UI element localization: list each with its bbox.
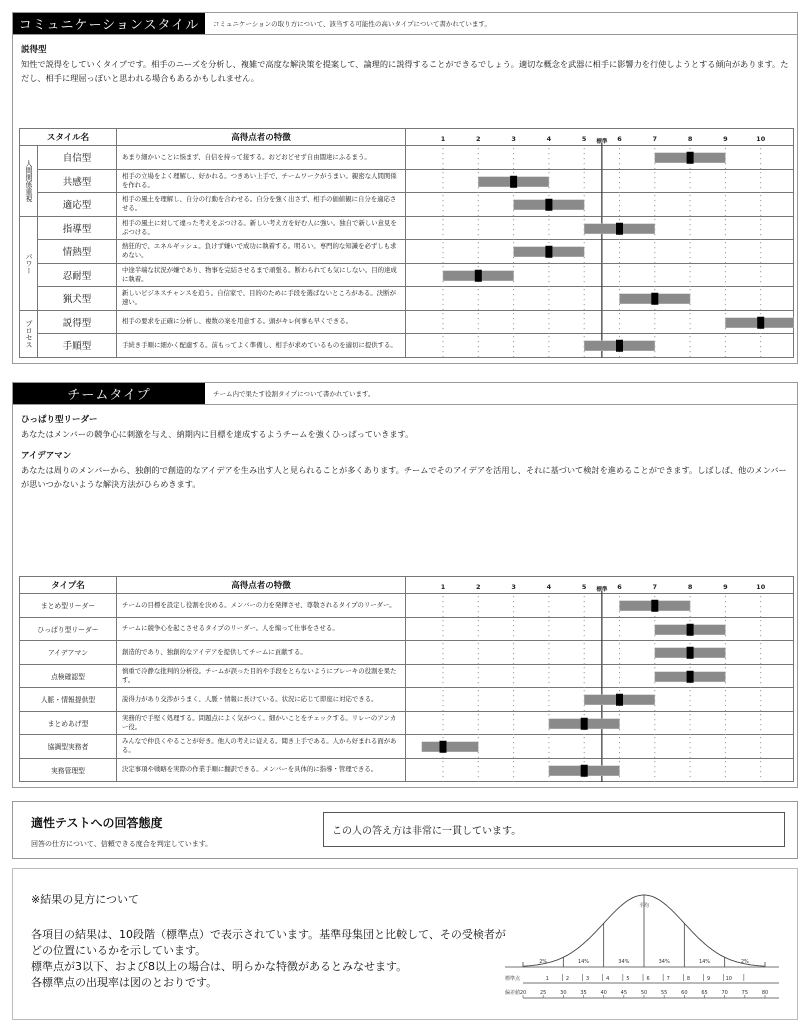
standard-score-tick: 9 [706,976,711,982]
style-row [20,146,794,170]
scale-tick-label: 1 [440,135,446,143]
style-name: 自信型 [38,146,117,170]
score-cell [406,169,794,193]
team-type-name: 人脈・情報提供型 [20,688,117,712]
score-cell [406,594,794,618]
deviation-tick: 75 [741,990,749,996]
standard-score-tick: 1 [545,976,549,982]
standard-score-tick: 5 [626,976,630,982]
deviation-tick: 30 [560,990,567,996]
score-cell [406,287,794,311]
communication-style-title: コミュニケーションスタイル [13,13,205,34]
team-feature: 創造的であり、独創的なアイデアを提供してチームに貢献する。 [117,641,406,665]
deviation-tick: 45 [620,990,628,996]
team-type-table [19,576,794,782]
style-feature: 新しいビジネスチャンスを追う。自信家で、目的のために手段を選ばないところがある。決断が速い。 [117,287,406,311]
style-name: 適応型 [38,193,117,217]
score-marker [616,340,623,352]
scale-tick-label: 3 [511,135,516,143]
scale-tick-label: 6 [617,583,622,591]
col-type-name: タイプ名 [20,577,117,594]
standard-score-tick: 8 [686,976,691,982]
deviation-tick: 25 [539,990,547,996]
guide-line-2: 標準点が3以下、および8以上の場合は、明らかな特徴があるとみなせます。 [31,960,408,973]
communication-style-section [12,12,798,364]
scale-tick-label: 3 [511,583,516,591]
score-bar-chart [406,594,794,618]
col-feature: 高得点者の特徴 [117,129,406,146]
team-result-text-2: あなたは周りのメンバーから、独創的で創造的なアイデアを生み出す人と見られることが多くあります。チームでそのアイデアを活用し、それに基づいて検討を進めることができます。しばしば、他のメンバーが思いつかないような解決方法がひらめきます。 [21,465,787,489]
score-bar-chart [406,759,794,783]
scale-header [406,577,794,594]
guide-line-3: 各標準点の出現率は図のとおりです。 [31,976,218,989]
score-bar-chart [406,735,794,759]
style-row [20,169,794,193]
style-feature: 相手の風土に対して違った考えをぶつける。新しい考え方を好む人に強い。独自で新しい意見をぶつける。 [117,216,406,240]
score-marker [651,293,658,305]
score-cell [406,193,794,217]
standard-label: 標準 [596,139,608,145]
team-feature: 決定事項や戦略を実際の作業手順に翻訳できる。メンバーを具体的に指導・管理できる。 [117,758,406,782]
scale-tick-label: 5 [581,583,587,591]
team-type-name: 協調型実務者 [20,735,117,759]
team-type-title: チームタイプ [13,383,205,404]
team-feature: 説得力があり交渉がうまく、人脈・情報に長けている。状況に応じて即座に対応できる。 [117,688,406,712]
scale-tick-label: 1 [440,583,446,591]
score-marker [616,694,623,706]
score-bar-chart [406,264,794,288]
team-row [20,594,794,618]
scale-tick-label: 10 [756,135,766,143]
score-bar-chart [406,311,794,335]
score-marker [475,269,482,281]
score-bar-chart [406,240,794,264]
segment-percent-label: 2% [539,959,548,965]
score-marker [687,670,694,682]
segment-percent-label: 34% [618,959,630,965]
style-row [20,334,794,358]
style-row [20,310,794,334]
deviation-tick: 50 [640,990,648,996]
team-row [20,641,794,665]
standard-score-tick: 7 [666,976,670,982]
team-type-name: ひっぱり型リーダー [20,617,117,641]
score-cell [406,735,794,759]
score-marker [687,623,694,635]
team-row [20,688,794,712]
score-cell [406,263,794,287]
score-bar-chart [406,641,794,665]
score-bar-chart [406,146,794,170]
team-row [20,758,794,782]
deviation-tick: 40 [600,990,607,996]
score-bar-chart [406,170,794,194]
deviation-tick: 65 [701,990,708,996]
scale-tick-label: 7 [652,583,658,591]
style-name: 説得型 [38,310,117,334]
team-row [20,735,794,759]
segment-percent-label: 14% [577,959,590,965]
team-feature: チームに競争心を起こさせるタイプのリーダー。人を煽って仕事をさせる。 [117,617,406,641]
score-bar-chart [406,217,794,241]
answer-attitude-section [12,801,798,859]
scale-tick-label: 4 [546,135,552,143]
comm-result-name: 説得型 [21,45,47,55]
style-name: 忍耐型 [38,263,117,287]
style-feature: 熱狂的で、エネルギッシュ。負けず嫌いで成功に執着する。明るい。専門的な知識を必ずしも求めない。 [117,240,406,264]
style-group-label: プロセス [20,310,38,357]
style-feature: 相手の立場をよく理解し、好かれる。つきあい上手で、チームワークがうまい。親密な人間関係を作れる。 [117,169,406,193]
deviation-tick: 55 [660,990,668,996]
attitude-title: 適性テストへの回答態度 [31,816,163,830]
team-row [20,711,794,735]
scale-tick-label: 8 [687,135,693,143]
team-type-name: まとめ型リーダー [20,594,117,618]
scale-tick-label: 10 [756,583,766,591]
comm-result-text: 知性で説得をしていくタイプです。相手のニーズを分析し、複雑で高度な解決策を提案して、論理的に説得することができるでしょう。適切な概念を武器に相手に影響力を行使しようとする傾向があります。ただし、相手に理屈っぽいと思われる場合もあるかもしれません。 [21,59,789,83]
deviation-tick: 70 [721,990,728,996]
scale-tick-label: 9 [723,583,728,591]
style-group-label: 人間関係重視 [20,146,38,217]
score-cell [406,334,794,358]
team-type-name: 点検確認型 [20,664,117,688]
score-cell [406,711,794,735]
score-cell [406,146,794,170]
mean-label: 平均 [638,903,650,909]
score-marker [581,717,588,729]
communication-style-table [19,128,794,358]
team-feature: 実務的で手堅く処理する。問題点によく気がつく。細かいことをチェックする。リレーのアンカー役。 [117,711,406,735]
scale-tick-label: 4 [546,583,552,591]
scale-ticks [406,129,794,146]
team-result-text-1: あなたはメンバーの競争心に刺激を与え、納期内に目標を達成するようチームを強くひっぱっていきます。 [21,429,414,439]
style-name: 指導型 [38,216,117,240]
score-bar-chart [406,712,794,736]
score-marker [687,647,694,659]
deviation-tick: 80 [761,990,769,996]
scale-tick-label: 8 [687,583,693,591]
segment-percent-label: 34% [658,959,670,965]
result-guide-section [12,868,798,1020]
style-row [20,193,794,217]
style-feature: 中途半端な状況が嫌であり、物事を完結させるまで頑張る。断わられても気にしない。目的達成に執着。 [117,263,406,287]
score-marker [440,741,447,753]
team-feature: チームの目標を設定し役割を決める。メンバーの力を発揮させ、尊敬されるタイプのリーダー。 [117,594,406,618]
score-bar-chart [406,618,794,642]
style-row [20,287,794,311]
style-name: 情熱型 [38,240,117,264]
style-row [20,240,794,264]
style-feature: 手続き手順に細かく配慮する。前もってよく準備し、相手が求めているものを適切に提供する。 [117,334,406,358]
standard-score-tick: 2 [565,976,570,982]
communication-style-subtitle: コミュニケーションの取り方について、該当する可能性の高いタイプについて書かれています。 [213,20,491,28]
guide-body [31,927,511,991]
team-type-name: アイデアマン [20,641,117,665]
deviation-tick: 60 [681,990,688,996]
scale-header [406,129,794,146]
score-cell [406,758,794,782]
scale-tick-label: 6 [617,135,622,143]
team-result-name-2: アイデアマン [21,451,72,461]
guide-heading: ※結果の見方について [31,893,139,906]
style-feature: 相手の要求を正確に分析し、複数の案を用意する。頭がキレ何事も早くできる。 [117,310,406,334]
score-cell [406,240,794,264]
style-name: 共感型 [38,169,117,193]
team-feature: 慎重で冷静な批判的分析役。チームが誤った目的や手段をとらないようにブレーキの役割を果たす。 [117,664,406,688]
team-type-subtitle: チーム内で果たす役割タイプについて書かれています。 [213,390,375,398]
style-group-label: パワー [20,216,38,310]
style-feature: 相手の風土を理解し、自分の行動を合わせる。自分を強く出さず、相手の価値観に自分を適応させる。 [117,193,406,217]
scale-tick-label: 9 [723,135,728,143]
scale-tick-label: 2 [476,583,481,591]
standard-score-tick: 4 [606,976,610,982]
scale-tick-label: 7 [652,135,658,143]
score-cell [406,641,794,665]
deviation-tick: 35 [580,990,587,996]
team-type-section [12,382,798,788]
deviation-axis-label: 偏差値 [505,990,521,996]
score-range-band [422,742,478,752]
standard-label: 標準 [596,587,608,593]
team-feature: みんなで仲良くやることが好き。他人の考えに従える。聞き上手である。人から好まれる面がある。 [117,735,406,759]
score-cell [406,617,794,641]
attitude-result: この人の答え方は非常に一貫しています。 [323,812,785,847]
standard-score-axis-label: 標準点 [505,976,521,982]
col-feature: 高得点者の特徴 [117,577,406,594]
standard-score-tick: 3 [585,976,590,982]
score-bar-chart [406,334,794,358]
score-bar-chart [406,193,794,217]
score-cell [406,310,794,334]
score-marker [510,175,517,187]
style-row [20,216,794,240]
score-bar-chart [406,688,794,712]
scale-ticks [406,577,794,594]
segment-percent-label: 2% [740,959,749,965]
scale-tick-label: 2 [476,135,481,143]
scale-tick-label: 5 [581,135,587,143]
team-row [20,617,794,641]
score-marker [687,152,694,164]
style-name: 猟犬型 [38,287,117,311]
score-marker [545,246,552,258]
score-marker [616,222,623,234]
style-name: 手順型 [38,334,117,358]
team-result-name-1: ひっぱり型リーダー [21,415,98,425]
distribution-chart [503,887,783,1017]
segment-percent-label: 14% [698,959,711,965]
col-style-name: スタイル名 [20,129,117,146]
style-row [20,263,794,287]
team-row [20,664,794,688]
score-cell [406,664,794,688]
score-bar-chart [406,287,794,311]
standard-score-tick: 10 [725,976,732,982]
score-bar-chart [406,665,794,689]
score-marker [651,600,658,612]
deviation-tick: 20 [519,990,527,996]
attitude-subtitle: 回答の仕方について、信頼できる度合を判定しています。 [31,840,213,848]
team-type-name: 実務管理型 [20,758,117,782]
style-feature: あまり細かいことに悩まず、自信を持って接する。おどおどせず自由闊達にふるまう。 [117,146,406,170]
guide-line-1: 各項目の結果は、10段階（標準点）で表示されています。基準母集団と比較して、その受検者がどの位置にいるかを示しています。 [31,928,506,957]
score-marker [581,764,588,776]
score-cell [406,216,794,240]
score-marker [545,199,552,211]
standard-score-tick: 6 [646,976,650,982]
score-cell [406,688,794,712]
team-type-name: まとめあげ型 [20,711,117,735]
score-marker [757,316,764,328]
